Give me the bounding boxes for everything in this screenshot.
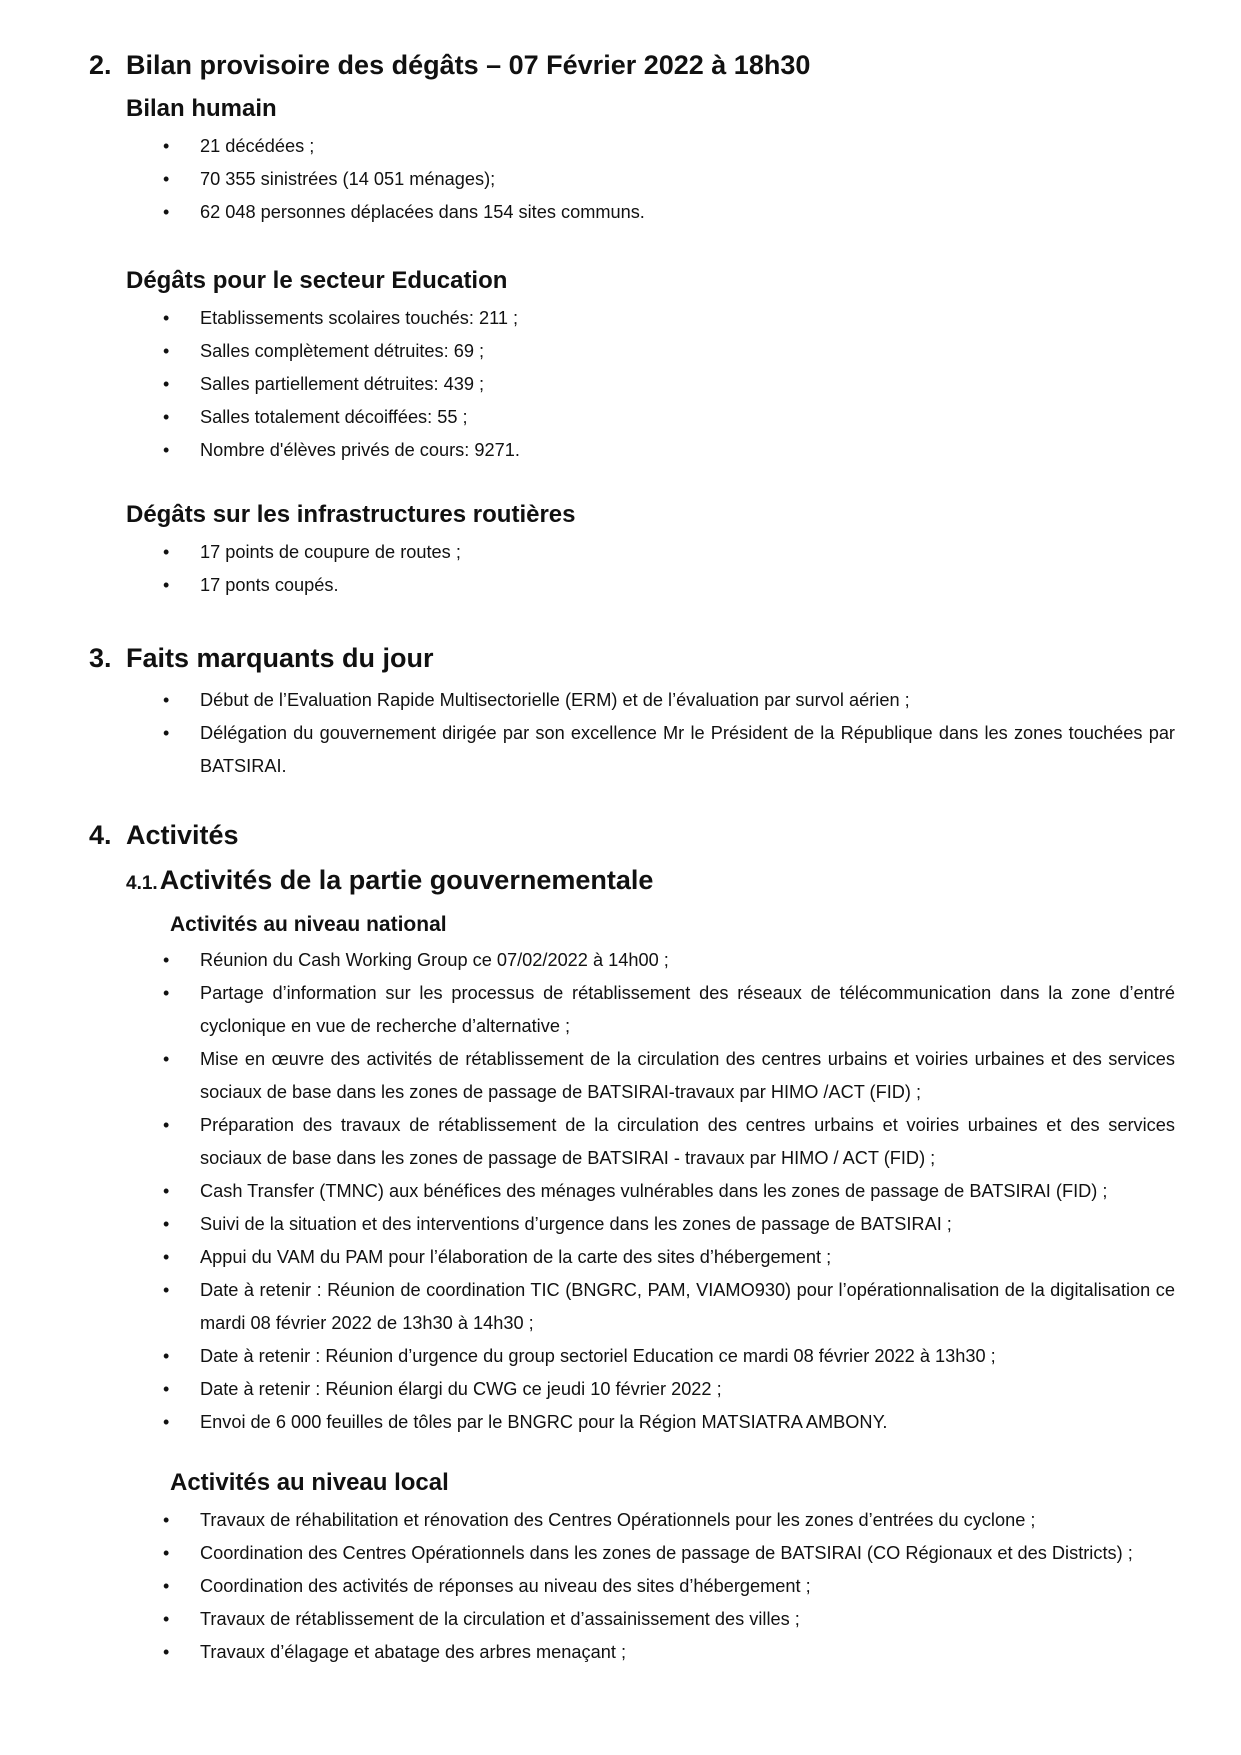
- national-heading: Activités au niveau national: [170, 913, 447, 936]
- list-item: • 70 355 sinistrées (14 051 ménages);: [0, 163, 1175, 196]
- education-list: [0, 302, 1241, 467]
- list-item: • Suivi de la situation et des interventions d’urgence dans les zones de passage de BATSIRAI ;: [0, 1208, 1175, 1241]
- list-item: • 17 points de coupure de routes ;: [0, 536, 1175, 569]
- list-item: • Mise en œuvre des activités de rétablissement de la circulation des centres urbains et voiries urbaines et des services sociaux de base dans les zones de passage de BATSIRAI-travaux par HIMO /ACT (FID) ;: [0, 1043, 1175, 1109]
- section-title: Faits marquants du jour: [126, 643, 434, 673]
- list-item: • Date à retenir : Réunion élargi du CWG ce jeudi 10 février 2022 ;: [0, 1373, 1175, 1406]
- section-title: Activités: [126, 820, 239, 850]
- subsection-number: 4.1.: [126, 873, 158, 894]
- bilan-humain-heading: Bilan humain: [126, 95, 277, 122]
- section-2-heading: [89, 48, 810, 82]
- list-item: • Début de l’Evaluation Rapide Multisectorielle (ERM) et de l’évaluation par survol aérien ;: [0, 684, 1175, 717]
- section-number: 4.: [89, 820, 112, 850]
- list-item: • Appui du VAM du PAM pour l’élaboration de la carte des sites d’hébergement ;: [0, 1241, 1175, 1274]
- section-number: 3.: [89, 643, 112, 673]
- list-item: • Délégation du gouvernement dirigée par son excellence Mr le Président de la République dans les zones touchées par BATSIRAI.: [0, 717, 1175, 783]
- list-item: • Coordination des activités de réponses au niveau des sites d’hébergement ;: [0, 1570, 1175, 1603]
- section-title: Bilan provisoire des dégâts – 07 Février 2022 à 18h30: [126, 50, 811, 80]
- list-item: • Travaux de rétablissement de la circulation et d’assainissement des villes ;: [0, 1603, 1175, 1636]
- bilan-humain-list: [0, 130, 1241, 229]
- list-item: • 62 048 personnes déplacées dans 154 sites communs.: [0, 196, 1175, 229]
- section-number: 2.: [89, 50, 112, 80]
- list-item: • Travaux d’élagage et abatage des arbres menaçant ;: [0, 1636, 1175, 1669]
- list-item: • 17 ponts coupés.: [0, 569, 1175, 602]
- list-item: • Salles complètement détruites: 69 ;: [0, 335, 1175, 368]
- list-item: • Nombre d'élèves privés de cours: 9271.: [0, 434, 1175, 467]
- list-item: • Date à retenir : Réunion d’urgence du group sectoriel Education ce mardi 08 février 2022 à 13h30 ;: [0, 1340, 1175, 1373]
- subsection-4-1-heading: [126, 865, 653, 899]
- list-item: • Coordination des Centres Opérationnels dans les zones de passage de BATSIRAI (CO Régionaux et des Districts) ;: [0, 1537, 1175, 1570]
- list-item: • Salles partiellement détruites: 439 ;: [0, 368, 1175, 401]
- list-item: • Cash Transfer (TMNC) aux bénéfices des ménages vulnérables dans les zones de passage de BATSIRAI (FID) ;: [0, 1175, 1175, 1208]
- local-list: [0, 1504, 1241, 1669]
- list-item: • 21 décédées ;: [0, 130, 1175, 163]
- national-list: [0, 944, 1241, 1439]
- list-item: • Préparation des travaux de rétablissement de la circulation des centres urbains et voiries urbaines et des services sociaux de base dans les zones de passage de BATSIRAI - travaux par HIMO / ACT (FID) ;: [0, 1109, 1175, 1175]
- education-heading: Dégâts pour le secteur Education: [126, 267, 508, 294]
- list-item: • Partage d’information sur les processus de rétablissement des réseaux de télécommunication dans la zone d’entré cyclonique en vue de recherche d’alternative ;: [0, 977, 1175, 1043]
- section-3-heading: [89, 641, 434, 675]
- routes-heading: Dégâts sur les infrastructures routières: [126, 501, 576, 528]
- subsection-title: Activités de la partie gouvernementale: [159, 865, 654, 895]
- list-item: • Travaux de réhabilitation et rénovation des Centres Opérationnels pour les zones d’entrées du cyclone ;: [0, 1504, 1175, 1537]
- list-item: • Etablissements scolaires touchés: 211 ;: [0, 302, 1175, 335]
- local-heading: Activités au niveau local: [170, 1469, 449, 1496]
- list-item: • Envoi de 6 000 feuilles de tôles par le BNGRC pour la Région MATSIATRA AMBONY.: [0, 1406, 1175, 1439]
- list-item: • Date à retenir : Réunion de coordination TIC (BNGRC, PAM, VIAMO930) pour l’opérationnalisation de la digitalisation ce mardi 08 février 2022 de 13h30 à 14h30 ;: [0, 1274, 1175, 1340]
- section-4-heading: [89, 818, 239, 852]
- routes-list: [0, 536, 1241, 602]
- list-item: • Salles totalement décoiffées: 55 ;: [0, 401, 1175, 434]
- faits-marquants-list: [0, 684, 1241, 783]
- list-item: • Réunion du Cash Working Group ce 07/02/2022 à 14h00 ;: [0, 944, 1175, 977]
